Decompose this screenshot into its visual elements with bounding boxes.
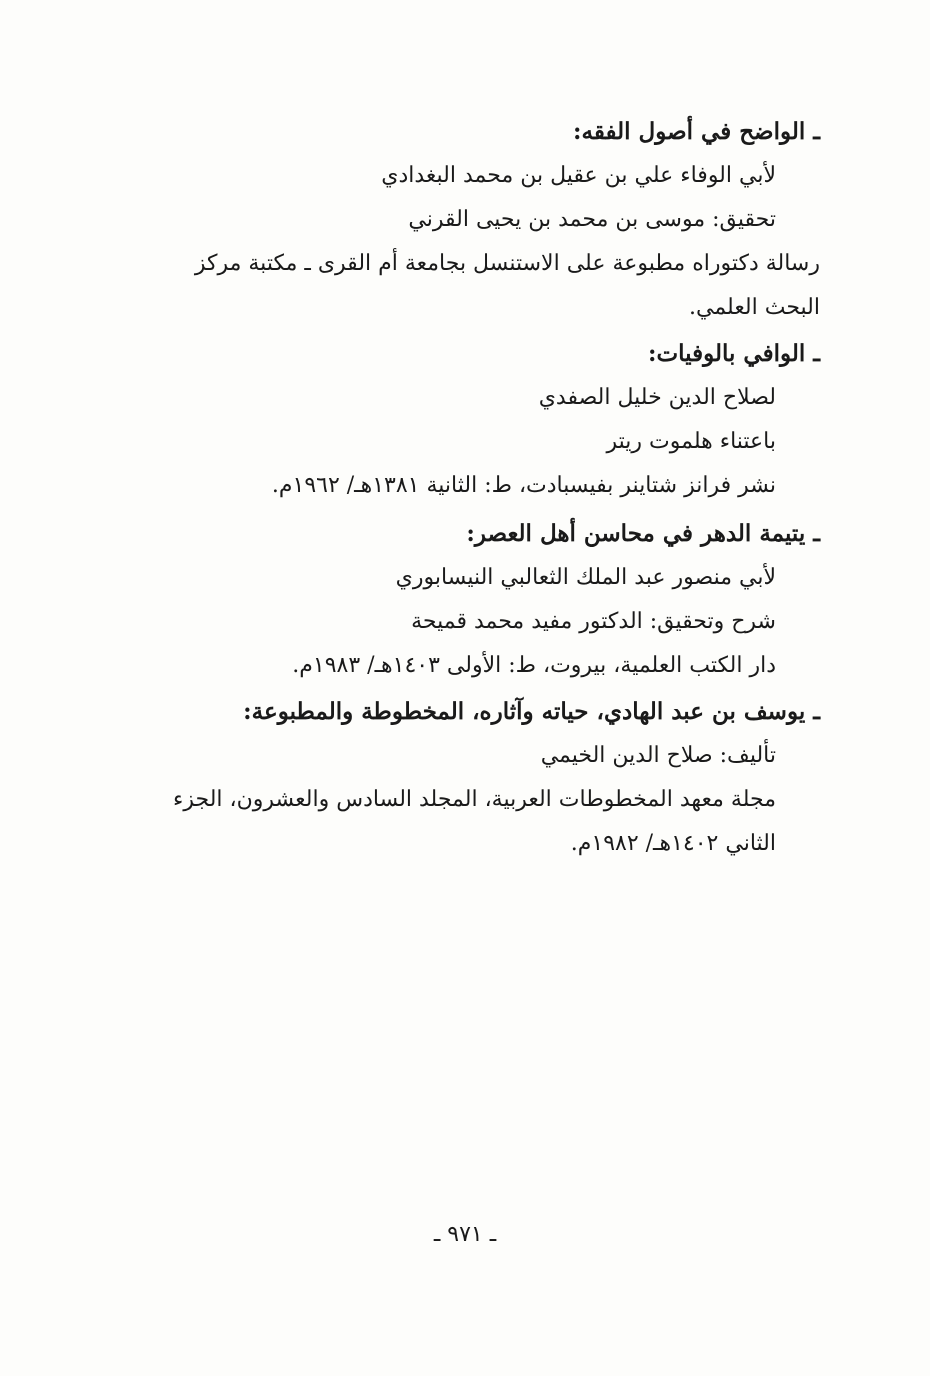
entry-author-line: لأبي منصور عبد الملك الثعالبي النيسابوري (395, 565, 776, 590)
bibliography-entry (272, 332, 820, 508)
bibliography-entry (292, 512, 820, 688)
entry-title: ـ الوافي بالوفيات: (648, 340, 820, 367)
entry-title: ـ الواضح في أصول الفقه: (573, 118, 820, 145)
bibliography-entry (173, 690, 820, 866)
entry-title: ـ يوسف بن عبد الهادي، حياته وآثاره، المخطوطة والمطبوعة: (243, 698, 820, 725)
entry-publisher-line: مجلة معهد المخطوطات العربية، المجلد السادس والعشرون، الجزء (173, 787, 776, 812)
entry-publisher-line-cont: البحث العلمي. (688, 295, 820, 320)
entry-editor-line: باعتناء هلموت ريتر (606, 429, 776, 454)
entry-author-line: لأبي الوفاء علي بن عقيل بن محمد البغدادي (381, 163, 776, 188)
entry-publisher-line: رسالة دكتوراه مطبوعة على الاستنسل بجامعة أم القرى ـ مكتبة مركز (194, 251, 820, 276)
entry-author-line: تأليف: صلاح الدين الخيمي (540, 743, 776, 768)
entry-editor-line: تحقيق: موسى بن محمد بن يحيى القرني (408, 207, 776, 232)
entry-author-line: لصلاح الدين خليل الصفدي (538, 385, 776, 410)
entry-publisher-line: نشر فرانز شتاينر بفيسبادت، ط: الثانية ١٣٨١هـ/ ١٩٦٢م. (271, 473, 776, 498)
bibliography-entry (195, 110, 820, 330)
entry-title: ـ يتيمة الدهر في محاسن أهل العصر: (466, 520, 820, 547)
entry-publisher-line-cont: الثاني ١٤٠٢هـ/ ١٩٨٢م. (570, 831, 776, 856)
entry-editor-line: شرح وتحقيق: الدكتور مفيد محمد قميحة (411, 609, 776, 634)
page-number: ـ ٩٧١ ـ (433, 1222, 497, 1247)
entry-publisher-line: دار الكتب العلمية، بيروت، ط: الأولى ١٤٠٣هـ/ ١٩٨٣م. (292, 653, 776, 678)
